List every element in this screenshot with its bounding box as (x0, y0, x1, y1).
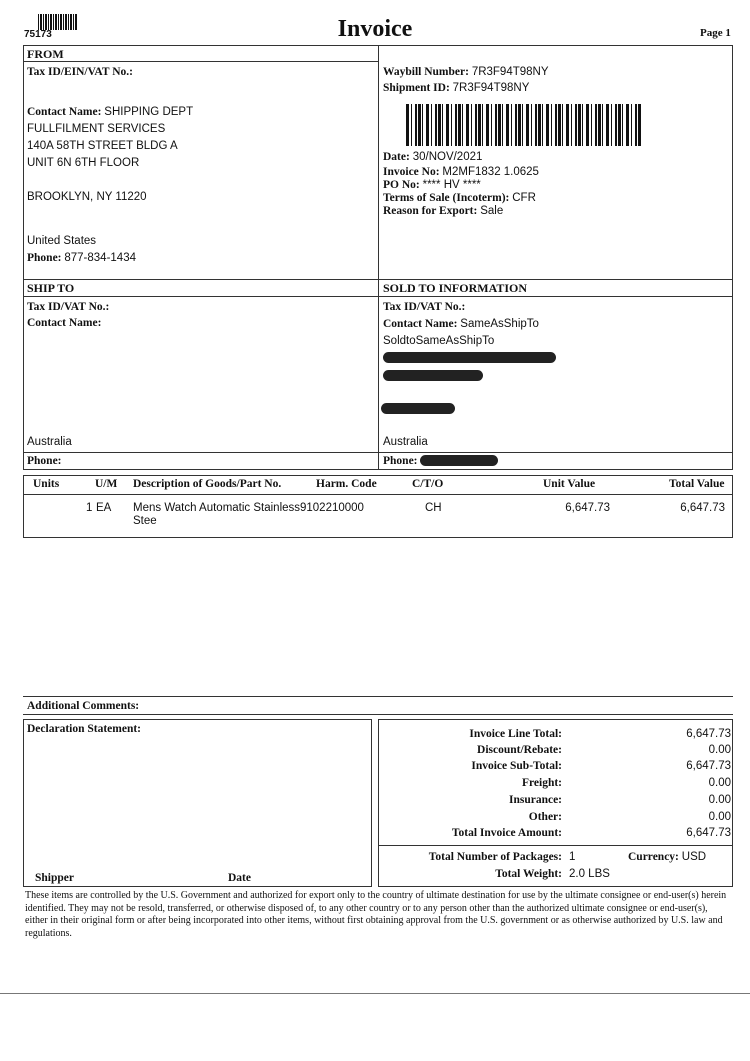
subtotal-value: 6,647.73 (686, 760, 731, 772)
terms-value: CFR (512, 192, 536, 204)
currency (628, 849, 706, 866)
other-label: Other: (528, 811, 562, 823)
sold-to-phone-label: Phone: (383, 455, 418, 467)
shipment-id (383, 80, 529, 97)
sold-to-contact-label: Contact Name: (383, 318, 458, 330)
weight-value: 2.0 LBS (569, 868, 610, 880)
packages-value: 1 (569, 851, 576, 863)
export-disclaimer: These items are controlled by the U.S. Government and authorized for export only to the country of ultimate destination for use by the ultimate consignee or end-user(s) herein identified. They may not be resold, transferred, or otherwise disposed of, to any other country or to any person other than the authorized ultimate consignee or end-user(s), either in their original form or after being incorporated into other items, without first obtaining approval from the U.S. government or as otherwise authorized by U.S. law and regulations. (25, 890, 727, 939)
ship-to-heading: SHIP TO (27, 281, 75, 295)
line-total-value: 6,647.73 (686, 728, 731, 740)
redacted-address-line-3 (381, 403, 455, 414)
waybill-label: Waybill Number: (383, 66, 469, 78)
invoice-no-value: M2MF1832 1.0625 (442, 166, 539, 178)
invoice-no-label: Invoice No: (383, 166, 440, 178)
po-value: **** HV **** (422, 179, 481, 191)
from-phone-label: Phone: (27, 252, 62, 264)
sold-to-tax-label: Tax ID/VAT No.: (383, 301, 466, 313)
packages-label: Total Number of Packages: (428, 851, 562, 863)
page-title: Invoice (337, 16, 413, 42)
from-address1: 140A 58TH STREET BLDG A (27, 140, 178, 152)
additional-comments-label: Additional Comments: (27, 700, 140, 712)
shipment-id-value: 7R3F94T98NY (452, 82, 530, 94)
from-address2: UNIT 6N 6TH FLOOR (27, 157, 140, 169)
date-value: 30/NOV/2021 (412, 151, 483, 163)
reason-label: Reason for Export: (383, 205, 478, 217)
redacted-address-line-2 (383, 370, 483, 381)
column-header-um: U/M (95, 478, 118, 490)
column-header-cto: C/T/O (412, 478, 444, 490)
total-amount-value: 6,647.73 (686, 827, 731, 839)
reason-value: Sale (480, 205, 504, 217)
waybill-barcode-image (406, 104, 642, 146)
shipment-id-label: Shipment ID: (383, 82, 450, 94)
shipper-label: Shipper (35, 872, 74, 884)
from-city: BROOKLYN, NY 11220 (27, 191, 147, 203)
column-header-total-value: Total Value (669, 478, 725, 490)
sold-to-country: Australia (383, 436, 428, 448)
total-amount-label: Total Invoice Amount: (451, 827, 562, 839)
sold-to-name: SoldtoSameAsShipTo (383, 335, 495, 347)
date-label: Date: (383, 151, 410, 163)
column-header-units: Units (33, 478, 60, 490)
page-number: Page 1 (700, 27, 731, 39)
reason-for-export (383, 203, 503, 220)
insurance-label: Insurance: (508, 794, 562, 806)
from-country: United States (27, 235, 97, 247)
currency-value: USD (681, 851, 707, 863)
row-unit-value: 6,647.73 (565, 502, 610, 514)
freight-value: 0.00 (708, 777, 731, 789)
ship-to-country: Australia (27, 436, 72, 448)
row-total-value: 6,647.73 (680, 502, 725, 514)
sold-to-contact (383, 316, 539, 333)
row-units: 1 (86, 502, 93, 514)
line-total-label: Invoice Line Total: (469, 728, 562, 740)
ship-to-tax-label: Tax ID/VAT No.: (27, 301, 110, 313)
declaration-box (23, 719, 372, 887)
row-harm-code: 9102210000 (300, 502, 364, 514)
currency-label: Currency: (628, 851, 679, 863)
waybill-number (383, 64, 549, 81)
row-description: Mens Watch Automatic Stainless Stee (133, 502, 301, 527)
subtotal-label: Invoice Sub-Total: (471, 760, 562, 772)
po-label: PO No: (383, 179, 420, 191)
sold-to-contact-value: SameAsShipTo (460, 318, 539, 330)
from-phone-value: 877-834-1434 (64, 252, 136, 264)
column-header-description: Description of Goods/Part No. (133, 478, 282, 490)
from-company: FULLFILMENT SERVICES (27, 123, 166, 135)
column-header-harm-code: Harm. Code (316, 478, 377, 490)
from-phone (27, 250, 136, 267)
from-contact-label: Contact Name: (27, 106, 102, 118)
row-um: EA (96, 502, 112, 514)
redacted-address-line-1 (383, 352, 556, 363)
waybill-value: 7R3F94T98NY (471, 66, 549, 78)
freight-label: Freight: (521, 777, 562, 789)
weight-label: Total Weight: (495, 868, 562, 880)
from-contact (27, 104, 193, 121)
other-value: 0.00 (708, 811, 731, 823)
barcode-number: 75173 (24, 29, 52, 40)
sold-to-heading: SOLD TO INFORMATION (383, 281, 528, 295)
ship-to-contact-label: Contact Name: (27, 317, 102, 329)
ship-to-phone-label: Phone: (27, 455, 62, 467)
declaration-label: Declaration Statement: (27, 723, 142, 735)
from-tax-label: Tax ID/EIN/VAT No.: (27, 66, 133, 78)
redacted-phone (420, 455, 498, 466)
discount-label: Discount/Rebate: (477, 744, 562, 756)
date-signature-label: Date (228, 872, 251, 884)
row-cto: CH (425, 502, 442, 514)
discount-value: 0.00 (708, 744, 731, 756)
insurance-value: 0.00 (708, 794, 731, 806)
column-header-unit-value: Unit Value (543, 478, 596, 490)
from-contact-value: SHIPPING DEPT (104, 106, 194, 118)
from-heading: FROM (27, 47, 64, 61)
terms-label: Terms of Sale (Incoterm): (383, 192, 510, 204)
